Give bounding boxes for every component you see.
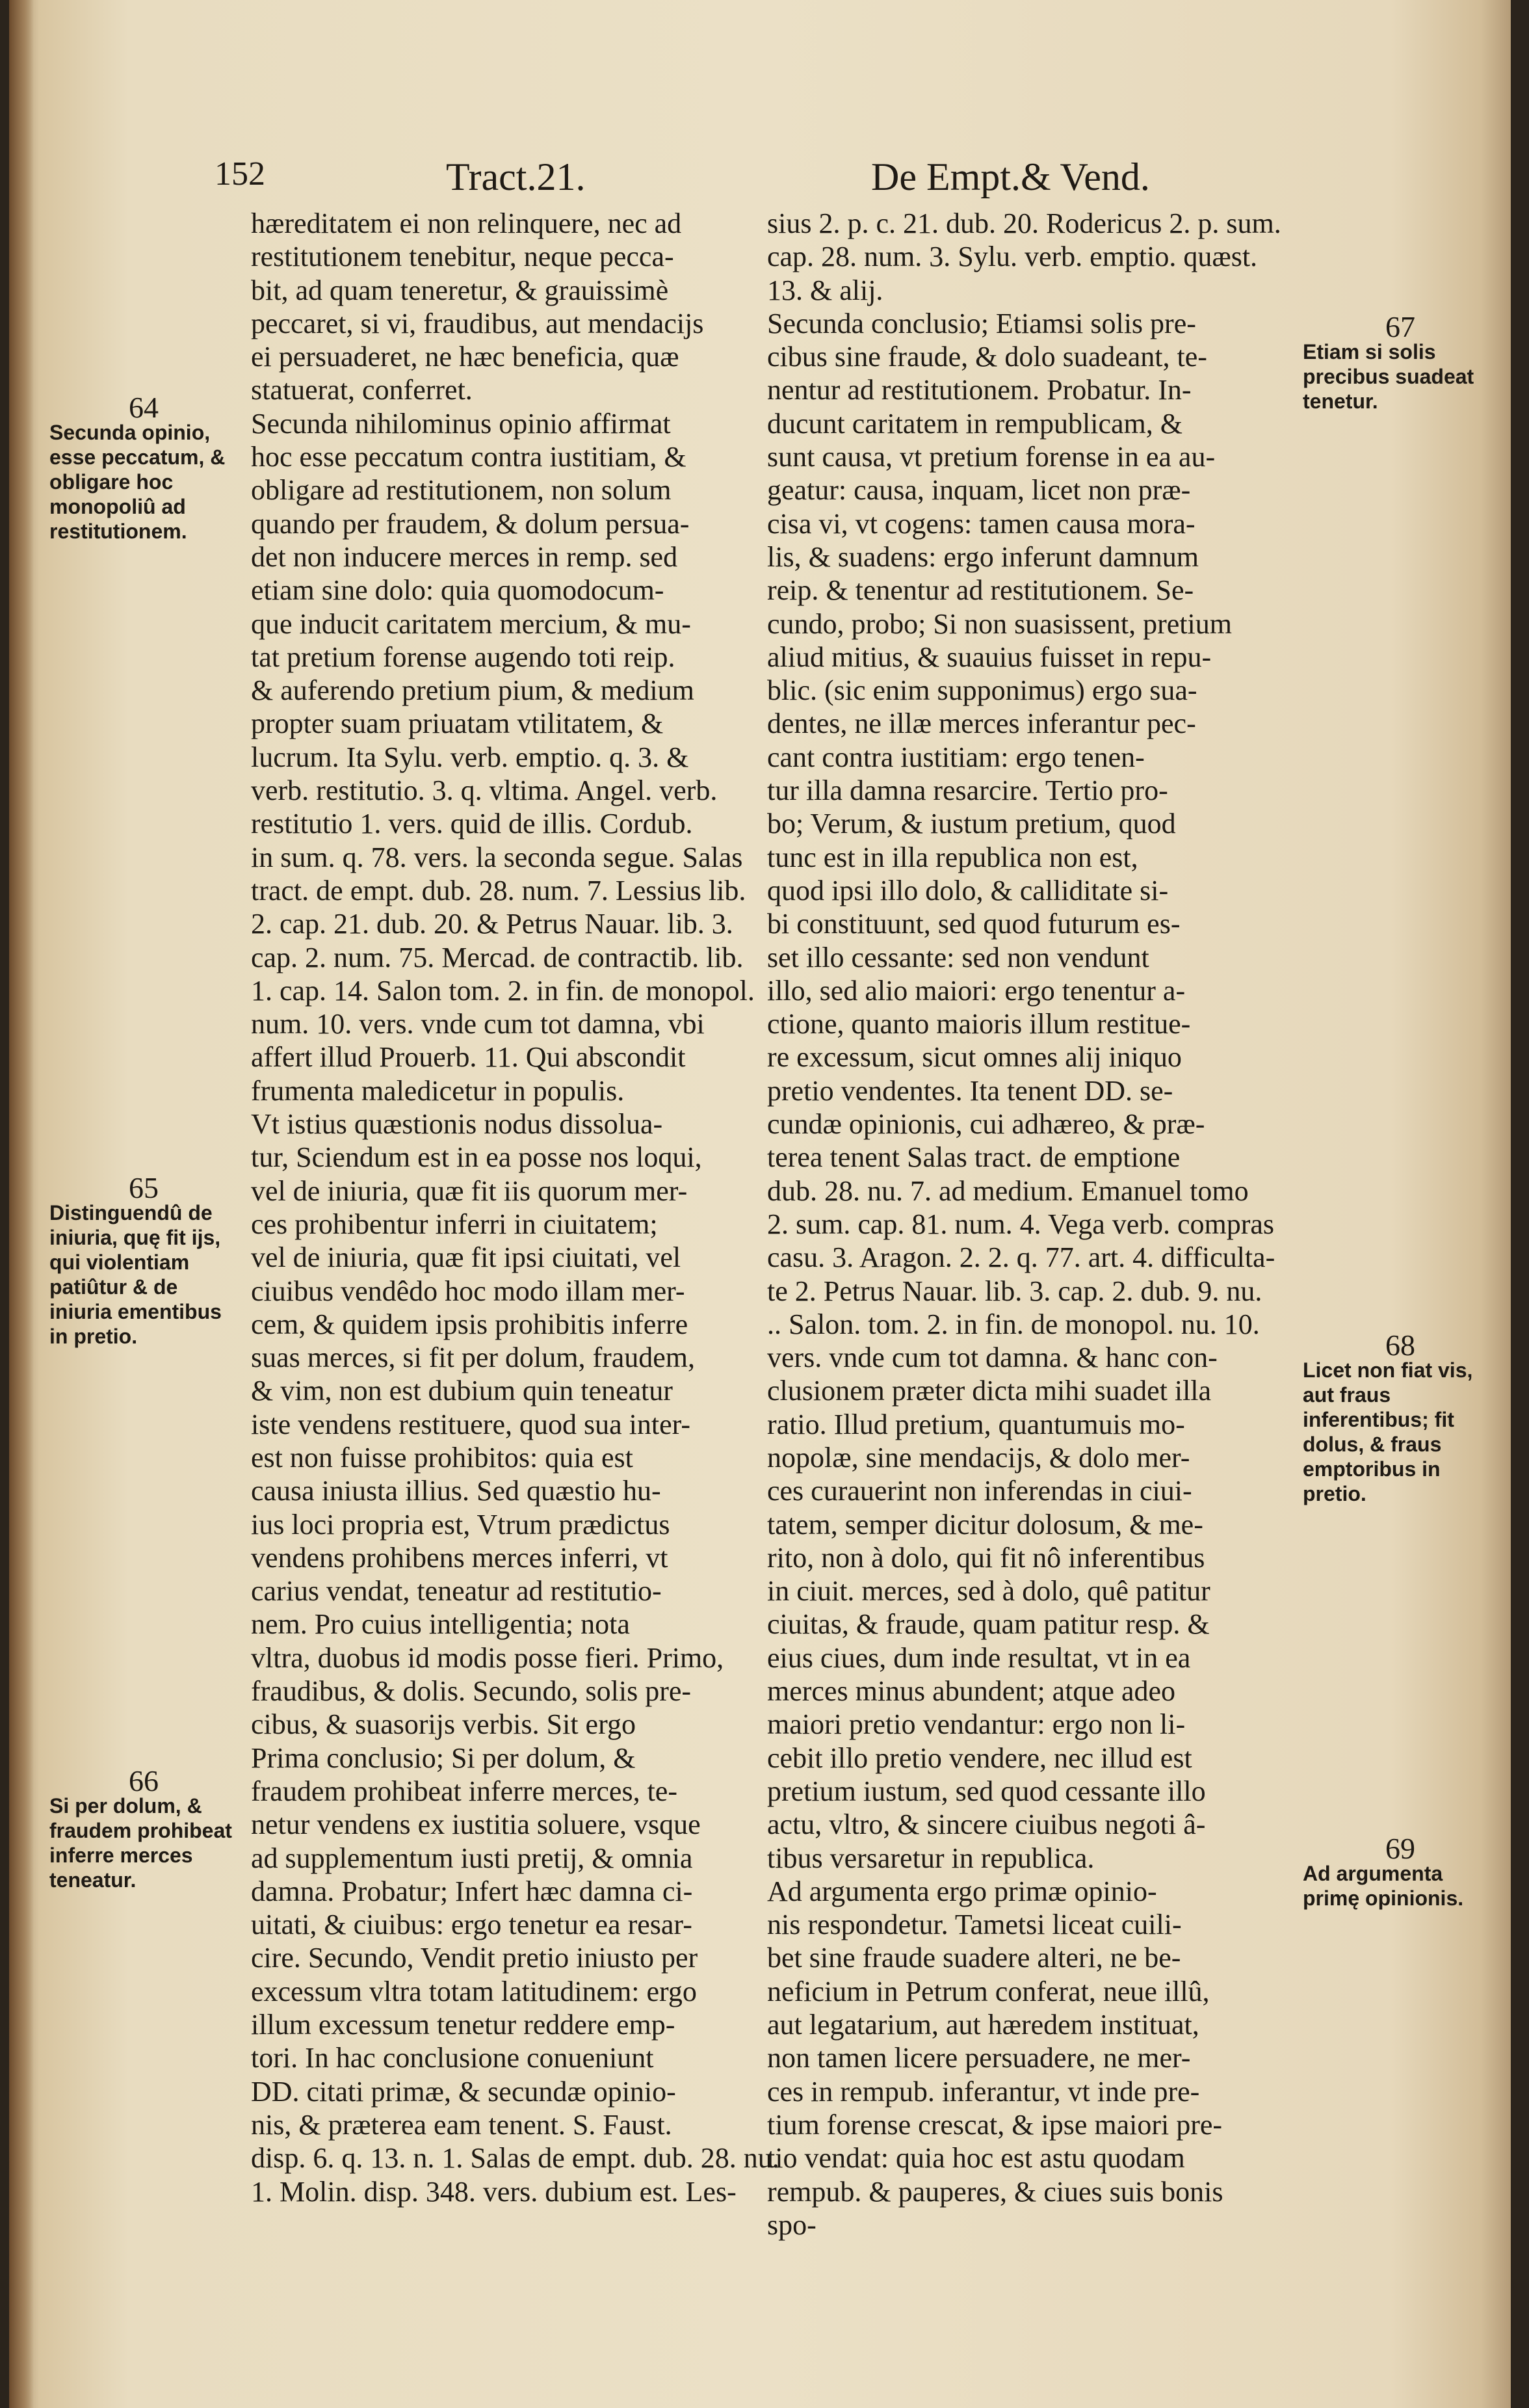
text-line: excessum vltra totam latitudinem: ergo <box>251 1975 697 2007</box>
text-line: clusionem præter dicta mihi suadet illa <box>767 1375 1212 1407</box>
text-line: vendens prohibens merces inferri, vt <box>251 1541 668 1574</box>
text-line: 1. cap. 14. Salon tom. 2. in fin. de monopol. <box>251 974 755 1007</box>
text-line: spo- <box>767 2208 817 2241</box>
text-line: pretio vendentes. Ita tenent DD. se- <box>767 1074 1173 1107</box>
text-line: det non inducere merces in remp. sed <box>251 540 678 573</box>
text-line: re excessum, sicut omnes alij iniquo <box>767 1041 1182 1074</box>
text-line: in ciuit. merces, sed à dolo, quê patitur <box>767 1575 1210 1608</box>
text-line: ces curauerint non inferendas in ciui- <box>767 1475 1192 1507</box>
margin-note-number: 66 <box>129 1764 159 1797</box>
text-line: suas merces, si fit per dolum, fraudem, <box>251 1342 696 1374</box>
text-line: rito, non à dolo, qui fit nô inferentibus <box>767 1541 1205 1574</box>
text-line: ei persuaderet, ne hæc beneficia, quæ <box>251 341 679 373</box>
text-line: bo; Verum, & iustum pretium, quod <box>767 808 1176 840</box>
text-line: ius loci propria est, Vtrum prædictus <box>251 1508 670 1541</box>
text-line: carius vendat, teneatur ad restitutio- <box>251 1575 662 1608</box>
text-line: ducunt caritatem in rempublicam, & <box>767 407 1183 440</box>
text-line: 2. sum. cap. 81. num. 4. Vega verb. compras <box>767 1208 1275 1240</box>
text-line: dub. 28. nu. 7. ad medium. Emanuel tomo <box>767 1174 1249 1207</box>
text-line: bi constituunt, sed quod futurum es- <box>767 908 1181 940</box>
text-line: vel de iniuria, quæ fit iis quorum mer- <box>251 1174 688 1207</box>
text-line: dentes, ne illæ merces inferantur pec- <box>767 708 1196 740</box>
text-line: statuerat, conferret. <box>251 374 473 406</box>
text-line: blic. (sic enim supponimus) ergo sua- <box>767 674 1197 707</box>
tract-heading: Tract.21. <box>446 155 586 198</box>
margin-note-text: Licet non fiat vis, aut fraus inferentibus; fit dolus, & fraus emptoribus in pretio. <box>1303 1358 1473 1505</box>
text-line: ratio. Illud pretium, quantumuis mo- <box>767 1408 1185 1440</box>
page-number: 152 <box>215 155 265 192</box>
text-line: cisa vi, vt cogens: tamen causa mora- <box>767 507 1196 540</box>
text-line: non tamen licere persuadere, ne mer- <box>767 2042 1191 2074</box>
text-line: ctione, quanto maioris illum restitue- <box>767 1008 1191 1040</box>
text-line: illum excessum tenetur reddere emp- <box>251 2009 675 2041</box>
text-line: Prima conclusio; Si per dolum, & <box>251 1741 636 1774</box>
text-line: sius 2. p. c. 21. dub. 20. Rodericus 2. p. sum. <box>767 207 1281 239</box>
text-line: DD. citati primæ, & secundæ opinio- <box>251 2075 676 2108</box>
text-line: causa iniusta illius. Sed quæstio hu- <box>251 1475 661 1507</box>
text-line: num. 10. vers. vnde cum tot damna, vbi <box>251 1008 705 1040</box>
text-line: netur vendens ex iustitia soluere, vsque <box>251 1808 701 1841</box>
book-page <box>9 0 1511 2408</box>
text-line: 13. & alij. <box>767 274 883 306</box>
text-line: merces minus abundent; atque adeo <box>767 1675 1176 1708</box>
text-line: & vim, non est dubium quin teneatur <box>251 1375 673 1407</box>
text-line: 2. cap. 21. dub. 20. & Petrus Nauar. lib. 3. <box>251 908 733 940</box>
text-line: fraudem prohibeat inferre merces, te- <box>251 1775 677 1807</box>
text-line: frumenta maledicetur in populis. <box>251 1074 625 1107</box>
margin-note-number: 68 <box>1385 1329 1415 1362</box>
text-line: in sum. q. 78. vers. la seconda segue. Salas <box>251 841 743 873</box>
text-line: ciuitas, & fraude, quam patitur resp. & <box>767 1608 1210 1641</box>
text-line: iste vendens restituere, quod sua inter- <box>251 1408 691 1440</box>
margin-note-number: 69 <box>1385 1832 1415 1865</box>
text-line: lucrum. Ita Sylu. verb. emptio. q. 3. & <box>251 741 689 773</box>
text-line: rempub. & pauperes, & ciues suis bonis <box>767 2175 1223 2208</box>
text-line: vel de iniuria, quæ fit ipsi ciuitati, vel <box>251 1241 681 1274</box>
text-line: terea tenent Salas tract. de emptione <box>767 1141 1181 1174</box>
text-line: affert illud Prouerb. 11. Qui abscondit <box>251 1041 686 1074</box>
text-line: restitutionem tenebitur, neque pecca- <box>251 241 674 273</box>
text-line: Secunda nihilominus opinio affirmat <box>251 407 671 440</box>
margin-note-69 <box>1303 1832 1498 1911</box>
text-line: cebit illo pretio vendere, nec illud est <box>767 1741 1192 1774</box>
margin-note-66 <box>49 1764 238 1892</box>
text-line: tio vendat: quia hoc est astu quodam <box>767 2142 1185 2175</box>
page-header <box>9 155 1511 213</box>
text-line: neficium in Petrum conferat, neue illû, <box>767 1975 1210 2007</box>
margin-note-text: Etiam si solis precibus suadeat tenetur. <box>1303 340 1474 413</box>
text-line: quando per fraudem, & dolum persua- <box>251 507 690 540</box>
text-line: cibus, & suasorijs verbis. Sit ergo <box>251 1708 636 1741</box>
text-line: ces prohibentur inferri in ciuitatem; <box>251 1208 658 1240</box>
text-line: aut legatarium, aut hæredem instituat, <box>767 2009 1199 2041</box>
text-line: pretium iustum, sed quod cessante illo <box>767 1775 1206 1807</box>
text-line: ciuibus vendêdo hoc modo illam mer- <box>251 1275 685 1307</box>
text-line: tat pretium forense augendo toti reip. <box>251 641 675 673</box>
right-column <box>767 207 1294 2242</box>
text-line: cap. 28. num. 3. Sylu. verb. emptio. quæst. <box>767 241 1258 273</box>
text-line: casu. 3. Aragon. 2. 2. q. 77. art. 4. difficulta- <box>767 1241 1275 1274</box>
text-line: .. Salon. tom. 2. in fin. de monopol. nu. 10. <box>767 1308 1260 1340</box>
text-line: set illo cessante: sed non vendunt <box>767 941 1149 973</box>
text-line: lis, & suadens: ergo inferunt damnum <box>767 540 1199 573</box>
text-line: peccaret, si vi, fraudibus, aut mendacijs <box>251 307 704 339</box>
text-line: bit, ad quam teneretur, & grauissimè <box>251 274 669 306</box>
text-line: nem. Pro cuius intelligentia; nota <box>251 1608 630 1641</box>
text-line: tur, Sciendum est in ea posse nos loqui, <box>251 1141 702 1174</box>
text-line: cem, & quidem ipsis prohibitis inferre <box>251 1308 688 1340</box>
text-line: fraudibus, & dolis. Secundo, solis pre- <box>251 1675 692 1708</box>
text-line: restitutio 1. vers. quid de illis. Cordub. <box>251 808 693 840</box>
text-line: ces in rempub. inferantur, vt inde pre- <box>767 2075 1200 2108</box>
text-line: vltra, duobus id modis posse fieri. Primo, <box>251 1641 724 1674</box>
text-line: nopolæ, sine mendacijs, & dolo mer- <box>767 1441 1190 1474</box>
margin-note-number: 67 <box>1385 310 1415 343</box>
left-column <box>251 207 779 2208</box>
text-line: est non fuisse prohibitos: quia est <box>251 1441 633 1474</box>
text-line: cundo, probo; Si non suasissent, pretium <box>767 607 1232 640</box>
margin-note-number: 65 <box>129 1171 159 1204</box>
margin-note-67 <box>1303 310 1498 414</box>
text-line: cap. 2. num. 75. Mercad. de contractib. lib. <box>251 941 744 973</box>
margin-note-text: Secunda opinio, esse peccatum, & obligare hoc monopoliû ad restitutionem. <box>49 421 226 543</box>
text-line: bet sine fraude suadere alteri, ne be- <box>767 1942 1181 1974</box>
text-line: illo, sed alio maiori: ergo tenentur a- <box>767 974 1186 1007</box>
text-line: nis, & præterea eam tenent. S. Faust. <box>251 2108 672 2141</box>
text-line: obligare ad restitutionem, non solum <box>251 474 672 507</box>
text-line: propter suam priuatam vtilitatem, & <box>251 708 664 740</box>
text-line: verb. restitutio. 3. q. vltima. Angel. verb. <box>251 774 718 807</box>
text-line: eius ciues, dum inde resultat, vt in ea <box>767 1641 1191 1674</box>
text-line: uitati, & ciuibus: ergo tenetur ea resar- <box>251 1909 692 1941</box>
text-line: disp. 6. q. 13. n. 1. Salas de empt. dub. 28. nu. <box>251 2142 779 2175</box>
text-line: Vt istius quæstionis nodus dissolua- <box>251 1108 663 1141</box>
text-line: & auferendo pretium pium, & medium <box>251 674 694 707</box>
text-line: vers. vnde cum tot damna. & hanc con- <box>767 1342 1218 1374</box>
text-line: tium forense crescat, & ipse maiori pre- <box>767 2108 1223 2141</box>
text-line: maiori pretio vendantur: ergo non li- <box>767 1708 1186 1741</box>
text-line: tur illa damna resarcire. Tertio pro- <box>767 774 1168 807</box>
text-line: que inducit caritatem mercium, & mu- <box>251 607 691 640</box>
text-line: tori. In hac conclusione conueniunt <box>251 2042 654 2074</box>
text-line: cire. Secundo, Vendit pretio iniusto per <box>251 1942 698 1974</box>
text-line: cibus sine fraude, & dolo suadeant, te- <box>767 341 1207 373</box>
text-line: etiam sine dolo: quia quomodocum- <box>251 574 664 607</box>
text-line: ad supplementum iusti pretij, & omnia <box>251 1842 693 1874</box>
text-line: Secunda conclusio; Etiamsi solis pre- <box>767 307 1196 339</box>
text-line: geatur: causa, inquam, licet non præ- <box>767 474 1191 507</box>
text-line: tract. de empt. dub. 28. num. 7. Lessius lib. <box>251 874 746 906</box>
text-line: actu, vltro, & sincere ciuibus negoti â- <box>767 1808 1206 1841</box>
text-line: te 2. Petrus Nauar. lib. 3. cap. 2. dub. 9. nu. <box>767 1275 1262 1307</box>
text-line: hæreditatem ei non relinquere, nec ad <box>251 207 682 239</box>
running-title: De Empt.& Vend. <box>871 155 1150 198</box>
margin-note-text: Distinguendû de iniuria, quę fit ijs, qui violentiam patiûtur & de iniuria ementibus in pretio. <box>49 1201 222 1348</box>
margin-note-68 <box>1303 1329 1498 1506</box>
margin-note-64 <box>49 391 238 544</box>
text-line: 1. Molin. disp. 348. vers. dubium est. Les- <box>251 2175 737 2208</box>
margin-note-number: 64 <box>129 391 159 424</box>
margin-note-text: Ad argumenta primę opinionis. <box>1303 1862 1464 1910</box>
text-line: nentur ad restitutionem. Probatur. In- <box>767 374 1192 406</box>
margin-note-text: Si per dolum, & fraudem prohibeat inferre merces teneatur. <box>49 1794 232 1892</box>
text-line: tibus versaretur in republica. <box>767 1842 1095 1874</box>
text-line: damna. Probatur; Infert hæc damna ci- <box>251 1875 693 1907</box>
text-line: tunc est in illa republica non est, <box>767 841 1138 873</box>
text-line: Ad argumenta ergo primæ opinio- <box>767 1875 1157 1907</box>
text-line: tatem, semper dicitur dolosum, & me- <box>767 1508 1203 1541</box>
text-line: reip. & tenentur ad restitutionem. Se- <box>767 574 1194 607</box>
text-line: hoc esse peccatum contra iustitiam, & <box>251 441 686 473</box>
margin-note-65 <box>49 1171 238 1349</box>
text-line: cundæ opinionis, cui adhæreo, & præ- <box>767 1108 1205 1141</box>
text-line: cant contra iustitiam: ergo tenen- <box>767 741 1145 773</box>
text-line: aliud mitius, & suauius fuisset in repu- <box>767 641 1212 673</box>
text-line: quod ipsi illo dolo, & calliditate si- <box>767 874 1169 906</box>
text-line: nis respondetur. Tametsi liceat cuili- <box>767 1909 1182 1941</box>
text-line: sunt causa, vt pretium forense in ea au- <box>767 441 1216 473</box>
